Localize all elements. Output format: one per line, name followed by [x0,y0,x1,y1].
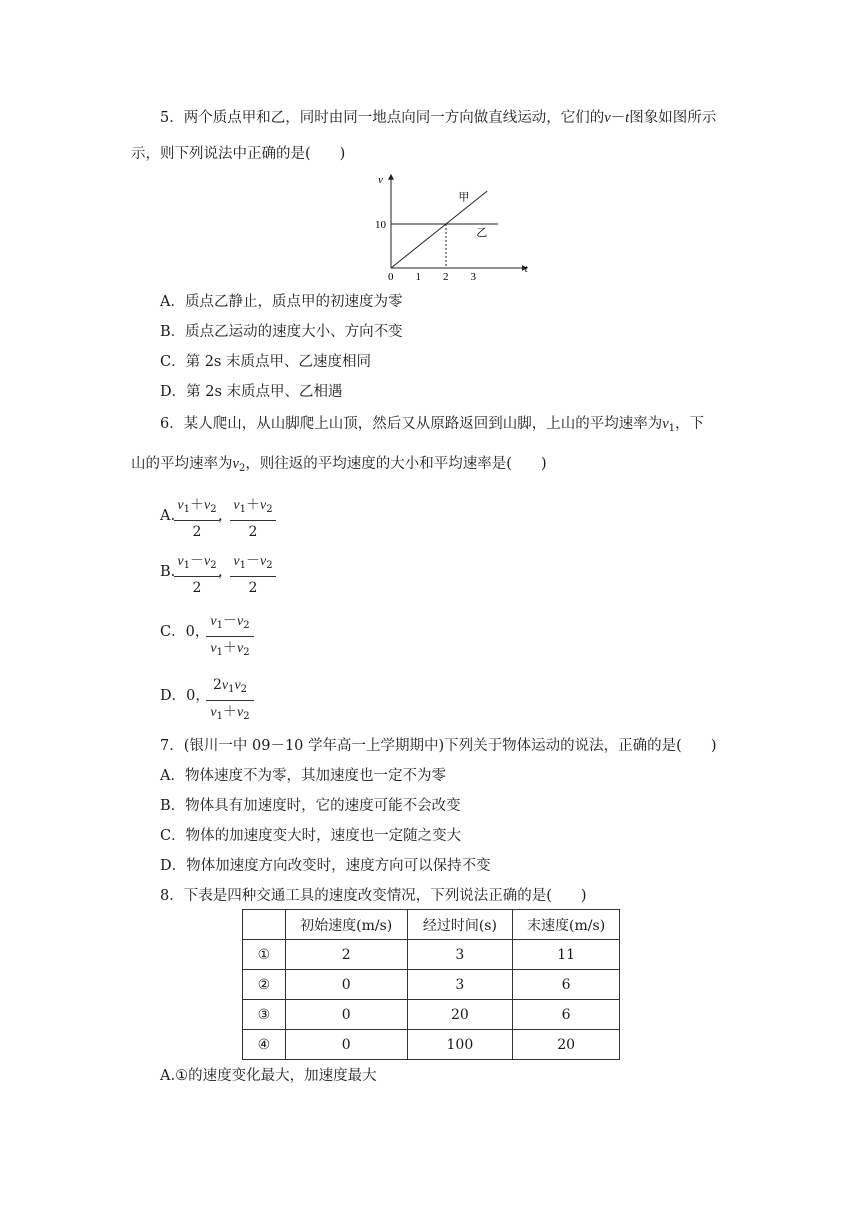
q6-stem-line2 [131,454,547,479]
table-header: 末速度(m/s) [513,910,620,940]
table-cell: 6 [513,970,620,1000]
table-header-row [243,910,620,940]
q5-v-symbol: v [604,110,611,126]
q5-stem-text: 5．两个质点甲和乙，同时由同一地点向同一方向做直线运动，它们的 [160,110,605,126]
table-header: 经过时间(s) [407,910,513,940]
y-tick-label: 10 [375,219,386,231]
q5-option-c: C．第 2s 末质点甲、乙速度相同 [160,354,371,370]
q6-option-b-frac1: $\frac{v_1-v_2}{2}$ [174,552,220,597]
table-cell: 6 [513,1000,620,1030]
q7-option-a: A．物体速度不为零，其加速度也一定不为零 [160,768,446,784]
q5-t-symbol: t [625,110,630,126]
q7-stem: 7．(银川一中 09－10 学年高一上学期期中)下列关于物体运动的说法，正确的是( ) [160,738,717,754]
q6-option-b-label: B. [160,564,176,580]
q5-stem-line1 [160,108,716,128]
q6-option-a-frac1: $\frac{v_1+v_2}{2}$ [174,496,220,541]
q6-option-a-label: A. [160,508,176,524]
q5-stem-text-end: 图象如图所示 [629,110,717,126]
q6-option-c-frac: $\frac{v_1-v_2}{v_1+v_2}$ [206,612,254,662]
q7-option-b: B．物体具有加速度时，它的速度可能不会改变 [160,798,461,814]
table-header [243,910,286,940]
q5-option-a: A．质点乙静止，质点甲的初速度为零 [160,294,403,310]
table-cell: 100 [407,1030,513,1060]
table-cell: ③ [243,1000,286,1030]
table-cell: 20 [513,1030,620,1060]
q6-v1-sub: 1 [668,423,676,434]
table-row [243,940,620,970]
q6-v2: v [232,456,239,472]
table-cell: 2 [285,940,407,970]
table-cell: ④ [243,1030,286,1060]
table-cell: ② [243,970,286,1000]
q6-option-b-frac2: $\frac{v_1-v_2}{2}$ [230,552,276,597]
x-tick-label: 0 [388,271,394,282]
table-cell: 3 [407,940,513,970]
q6-option-c-label: C．0， [160,624,210,640]
q6-stem-text2-end: ，则往返的平均速度的大小和平均速率是( ) [245,456,547,472]
table-cell: 0 [285,1000,407,1030]
x-axis-label: t [524,263,528,275]
series-label-jia: 甲 [458,191,470,204]
q6-option-d-frac: $\frac{2v_1v_2}{v_1+v_2}$ [206,676,254,726]
x-tick-label: 1 [415,271,421,282]
q8-option-a: A.①的速度变化最大，加速度最大 [160,1068,377,1084]
q6-option-a-comma: ， [218,508,233,524]
x-tick-label: 2 [443,271,449,282]
q5-stem-line2: 示，则下列说法中正确的是( ) [131,146,346,162]
q6-option-b-comma: ， [218,564,233,580]
y-axis-label: v [378,173,383,186]
q8-stem: 8．下表是四种交通工具的速度改变情况，下列说法正确的是( ) [160,888,587,904]
q6-v2-sub: 2 [238,463,246,474]
x-tick-label: 3 [470,271,476,282]
table-row [243,1000,620,1030]
speed-table [242,909,620,1060]
table-cell: 3 [407,970,513,1000]
q7-option-c: C．物体的加速度变大时，速度也一定随之变大 [160,828,462,844]
q6-option-a-frac2: $\frac{v_1+v_2}{2}$ [230,496,276,541]
q5-option-b: B．质点乙运动的速度大小、方向不变 [160,324,403,340]
table-header: 初始速度(m/s) [285,910,407,940]
q6-stem-line1 [160,414,704,439]
q6-stem-text: 6．某人爬山，从山脚爬上山顶，然后又从原路返回到山脚，上山的平均速率为 [160,416,663,432]
vt-graph [370,172,530,282]
q6-stem-text-end: ，下 [675,416,705,432]
series-line-1 [391,191,487,268]
table-cell: 20 [407,1000,513,1030]
table-row [243,970,620,1000]
q6-option-d-label: D．0， [160,688,210,704]
q6-v1: v [662,416,669,432]
q7-option-d: D．物体加速度方向改变时，速度方向可以保持不变 [160,858,491,874]
table-cell: 0 [285,1030,407,1060]
table-cell: ① [243,940,286,970]
q5-option-d: D．第 2s 末质点甲、乙相遇 [160,384,343,400]
table-row [243,1030,620,1060]
table-cell: 0 [285,970,407,1000]
series-label-yi: 乙 [476,226,488,239]
table-cell: 11 [513,940,620,970]
q5-dash: － [610,110,626,126]
q6-stem-text2: 山的平均速率为 [131,456,233,472]
